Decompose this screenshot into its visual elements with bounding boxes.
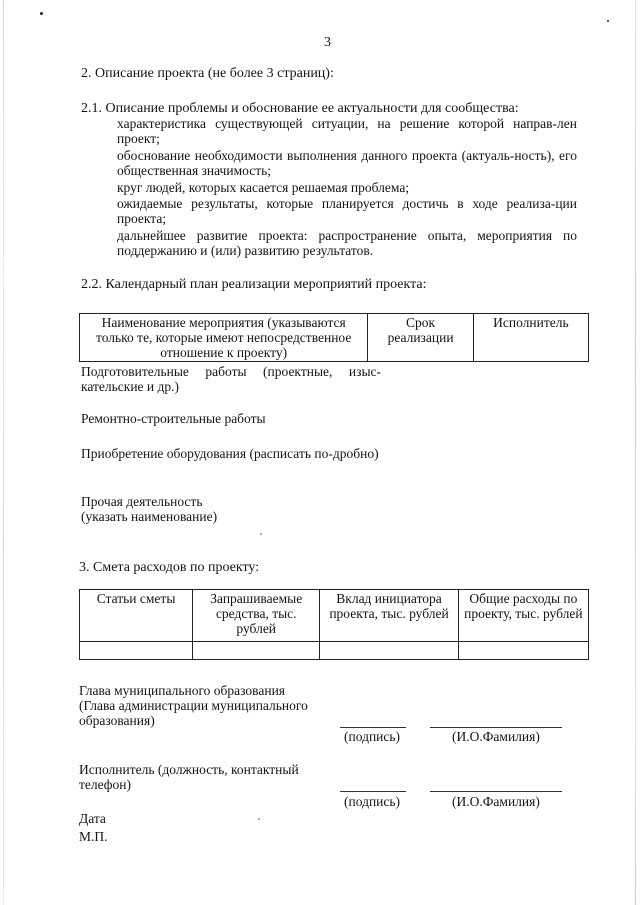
budget-cell [320, 642, 458, 660]
budget-cell [458, 642, 588, 660]
date-label: Дата [79, 811, 106, 826]
executor-name-caption: (И.О.Фамилия) [452, 794, 540, 809]
budget-header-total: Общие расходы по проекту, тыс. рублей [458, 590, 588, 642]
scan-right-edge [635, 0, 636, 905]
budget-cell [80, 642, 193, 660]
plan-header-term: Срок реализации [368, 314, 473, 362]
plan-row: Приобретение оборудования (расписать по-дробно) [81, 446, 379, 461]
budget-cell [193, 642, 320, 660]
section-2-2-title: 2.2. Календарный план реализации мероприятий проекта: [81, 277, 427, 292]
scan-speck [607, 20, 609, 22]
head-signature-line [340, 727, 406, 728]
scan-speck [258, 818, 260, 820]
budget-table [79, 589, 589, 660]
plan-header-activity: Наименование мероприятия (указываются только те, которые имеют непосредственное отношение к проекту) [80, 314, 368, 362]
executor-label: Исполнитель (должность, контактный телефон) [79, 762, 299, 792]
plan-row: Ремонтно-строительные работы [81, 411, 266, 426]
head-label: Глава муниципального образования (Глава администрации муниципального образования) [79, 683, 308, 728]
description-item: обоснование необходимости выполнения данного проекта (актуаль-ность), его общественная значимость; [117, 148, 577, 178]
section-2-title: 2. Описание проекта (не более 3 страниц): [81, 66, 334, 81]
section-3-title: 3. Смета расходов по проекту: [79, 560, 260, 575]
budget-header-requested: Запрашиваемые средства, тыс. рублей [193, 590, 320, 642]
plan-header-executor: Исполнитель [473, 314, 588, 362]
description-item: характеристика существующей ситуации, на решение которой направ-лен проект; [117, 116, 577, 146]
section-2-1-title: 2.1. Описание проблемы и обоснование ее актуальности для сообщества: [81, 101, 519, 116]
description-item: круг людей, которых касается решаемая проблема; [117, 180, 410, 195]
plan-row: Прочая деятельность (указать наименование) [81, 494, 218, 524]
head-name-caption: (И.О.Фамилия) [452, 729, 540, 744]
seal-label: М.П. [79, 829, 108, 844]
description-item: ожидаемые результаты, которые планируется достичь в ходе реализа-ции проекта; [117, 196, 577, 226]
scan-speck [260, 533, 262, 535]
budget-header-contribution: Вклад инициатора проекта, тыс. рублей [320, 590, 458, 642]
page-number: 3 [324, 35, 331, 50]
budget-header-items: Статьи сметы [80, 590, 193, 642]
head-signature-caption: (подпись) [344, 729, 401, 744]
plan-table-header [79, 313, 589, 362]
description-item: дальнейшее развитие проекта: распространение опыта, мероприятия по поддержанию и (или) развитию результатов. [117, 228, 577, 258]
head-name-line [430, 727, 562, 728]
executor-signature-line [340, 791, 406, 792]
scan-speck [40, 12, 43, 15]
executor-name-line [430, 791, 562, 792]
executor-signature-caption: (подпись) [344, 794, 401, 809]
plan-row: Подготовительные работы (проектные, изыс-кательские и др.) [81, 364, 381, 394]
scan-left-edge [3, 0, 4, 905]
